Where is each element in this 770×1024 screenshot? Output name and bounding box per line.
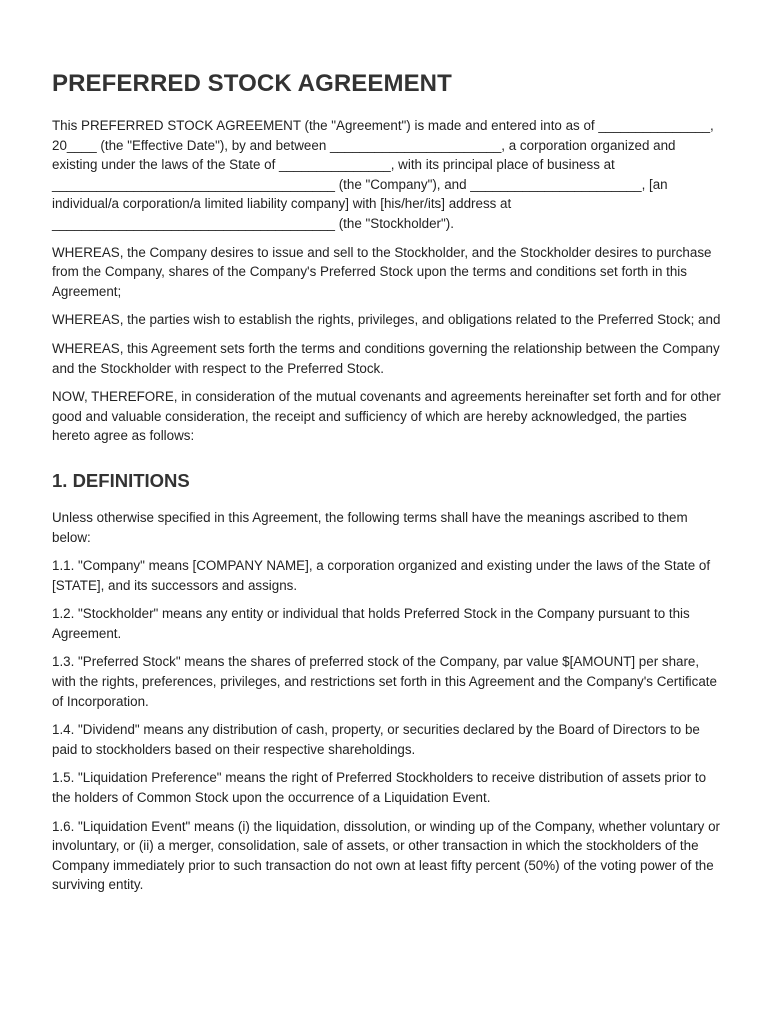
document-page xyxy=(52,66,722,904)
definitions-intro: Unless otherwise specified in this Agreement, the following terms shall have the meanings ascribed to them below: xyxy=(52,509,688,545)
definition-item: 1.3. "Preferred Stock" means the shares of preferred stock of the Company, par value $[AMOUNT] per share, with the rights, preferences, privileges, and restrictions set forth in this Agreement and the Company's Certificate of Incorporation. xyxy=(52,654,717,709)
section-heading-definitions: 1. DEFINITIONS xyxy=(52,469,190,491)
definition-item: 1.6. "Liquidation Event" means (i) the liquidation, dissolution, or winding up of the Company, whether voluntary or involuntary, or (ii) a merger, consolidation, sale of assets, or other transaction in which the stockholders of the Company immediately prior to such transaction do not own at least fifty percent (50%) of the voting power of the surviving entity. xyxy=(52,818,721,893)
now-therefore-paragraph: NOW, THEREFORE, in consideration of the mutual covenants and agreements hereinafter set forth and for other good and valuable consideration, the receipt and sufficiency of which are hereby acknowledged, the parties hereto agree as follows: xyxy=(52,389,721,444)
definition-item: 1.4. "Dividend" means any distribution of cash, property, or securities declared by the Board of Directors to be paid to stockholders based on their respective shareholdings. xyxy=(52,722,700,757)
recital-paragraph: WHEREAS, the parties wish to establish the rights, privileges, and obligations related to the Preferred Stock; and xyxy=(52,312,721,328)
definition-item: 1.5. "Liquidation Preference" means the right of Preferred Stockholders to receive distribution of assets prior to the holders of Common Stock upon the occurrence of a Liquidation Event. xyxy=(52,770,707,806)
recital-paragraph: WHEREAS, the Company desires to issue and sell to the Stockholder, and the Stockholder desires to purchase from the Company, shares of the Company's Preferred Stock upon the terms and conditions set forth in this Agreement; xyxy=(52,244,712,299)
definition-item: 1.2. "Stockholder" means any entity or individual that holds Preferred Stock in the Company pursuant to this Agreement. xyxy=(52,606,690,641)
definition-item: 1.1. "Company" means [COMPANY NAME], a corporation organized and existing under the laws of the State of [STATE], and its successors and assigns. xyxy=(52,558,711,593)
document-title: PREFERRED STOCK AGREEMENT xyxy=(52,70,452,97)
recital-paragraph: WHEREAS, this Agreement sets forth the terms and conditions governing the relationship between the Company and the Stockholder with respect to the Preferred Stock. xyxy=(52,340,720,376)
intro-paragraph: This PREFERRED STOCK AGREEMENT (the "Agreement") is made and entered into as of _______________, 20____ (the "Effective Date"), by and between _______________________, a corporation organized and existing under the laws of the State of _______________, with its principal place of business at ______________________________________ (the "Company"), and _______________________, [an individual/a corporation/a limited liability company] with [his/her/its] address at ______________________________________ (the "Stockholder"). xyxy=(52,118,714,231)
